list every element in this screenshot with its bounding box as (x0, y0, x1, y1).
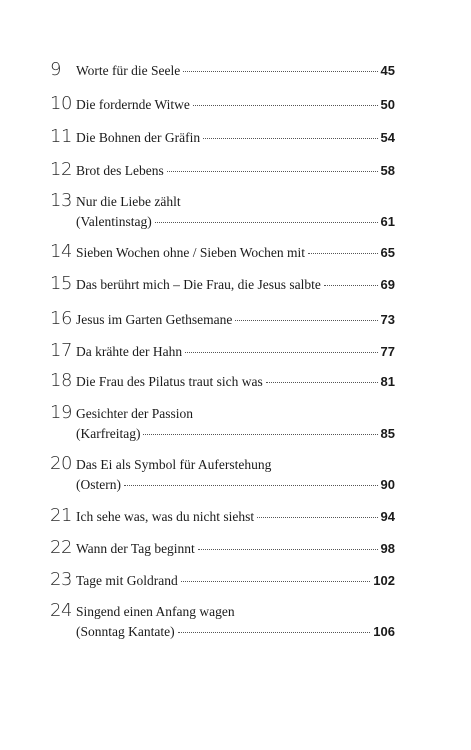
toc-line (76, 425, 395, 443)
chapter-number: 23 (50, 569, 72, 590)
toc-line (76, 62, 395, 80)
chapter-title: Jesus im Garten Gethsemane (76, 312, 233, 327)
chapter-number: 19 (50, 402, 72, 423)
dot-leader (198, 549, 378, 550)
chapter-number: 10 (50, 93, 72, 114)
toc-line (76, 244, 395, 262)
page-number: 61 (380, 214, 395, 229)
chapter-number: 14 (50, 241, 72, 262)
dot-leader (308, 253, 377, 254)
page-number: 45 (380, 63, 395, 78)
toc-line (76, 129, 395, 147)
page-number: 58 (380, 163, 395, 178)
dot-leader (193, 105, 378, 106)
toc-line (76, 213, 395, 231)
toc-line (76, 193, 395, 211)
page-number: 106 (373, 624, 395, 639)
chapter-number: 16 (50, 308, 72, 329)
page-number: 65 (380, 245, 395, 260)
toc-line (76, 603, 395, 621)
toc-entry[interactable] (50, 402, 395, 445)
chapter-title: Ich sehe was, was du nicht siehst (76, 509, 255, 524)
page-number: 69 (380, 277, 395, 292)
chapter-title: (Ostern) (76, 477, 121, 492)
chapter-title: (Sonntag Kantate) (76, 624, 175, 639)
chapter-title: Das berührt mich – Die Frau, die Jesus salbte (76, 277, 321, 292)
chapter-number: 18 (50, 370, 72, 391)
chapter-number: 20 (50, 453, 72, 474)
toc-entry[interactable] (50, 190, 395, 233)
toc-entry[interactable] (50, 453, 395, 496)
page-number: 77 (380, 344, 395, 359)
toc-line (76, 623, 395, 641)
dot-leader (183, 71, 377, 72)
toc-line (76, 572, 395, 590)
toc-line (76, 276, 395, 294)
page-number: 94 (380, 509, 395, 524)
chapter-title: (Valentinstag) (76, 214, 152, 229)
dot-leader (185, 352, 377, 353)
page-number: 54 (380, 130, 395, 145)
chapter-title: Wann der Tag beginnt (76, 541, 195, 556)
chapter-number: 21 (50, 505, 72, 526)
chapter-title: Gesichter der Passion (76, 406, 193, 421)
dot-leader (235, 320, 377, 321)
page-number: 85 (380, 426, 395, 441)
chapter-title: Brot des Lebens (76, 163, 164, 178)
chapter-title: Die Frau des Pilatus traut sich was (76, 374, 263, 389)
chapter-number: 24 (50, 600, 72, 621)
dot-leader (257, 517, 377, 518)
chapter-title: (Karfreitag) (76, 426, 141, 441)
dot-leader (203, 138, 377, 139)
dot-leader (167, 171, 378, 172)
chapter-title: Singend einen Anfang wagen (76, 604, 235, 619)
chapter-title: Worte für die Seele (76, 63, 181, 78)
page-number: 50 (380, 97, 395, 112)
chapter-number: 15 (50, 273, 72, 294)
chapter-number: 9 (50, 59, 61, 80)
toc-line (76, 508, 395, 526)
toc-entry[interactable] (50, 273, 395, 316)
toc-entry[interactable] (50, 600, 395, 643)
chapter-title: Die fordernde Witwe (76, 97, 190, 112)
chapter-number: 17 (50, 340, 72, 361)
page-number: 73 (380, 312, 395, 327)
chapter-title: Sieben Wochen ohne / Sieben Wochen mit (76, 245, 306, 260)
chapter-number: 11 (50, 126, 72, 147)
dot-leader (143, 434, 377, 435)
dot-leader (178, 632, 371, 633)
chapter-title: Nur die Liebe zählt (76, 194, 181, 209)
page-number: 98 (380, 541, 395, 556)
dot-leader (266, 382, 378, 383)
dot-leader (124, 485, 378, 486)
chapter-title: Das Ei als Symbol für Auferstehung (76, 457, 272, 472)
toc-line (76, 456, 395, 474)
page-number: 81 (380, 374, 395, 389)
toc-line (76, 373, 395, 391)
toc-line (76, 96, 395, 114)
toc-line (76, 343, 395, 361)
page-number: 102 (373, 573, 395, 588)
toc-line (76, 476, 395, 494)
chapter-title: Die Bohnen der Gräfin (76, 130, 201, 145)
dot-leader (324, 285, 378, 286)
chapter-number: 12 (50, 159, 72, 180)
page-number: 90 (380, 477, 395, 492)
dot-leader (155, 222, 378, 223)
toc-line (76, 405, 395, 423)
chapter-title: Tage mit Goldrand (76, 573, 178, 588)
chapter-number: 22 (50, 537, 72, 558)
dot-leader (181, 581, 371, 582)
toc-line (76, 162, 395, 180)
chapter-title: Da krähte der Hahn (76, 344, 183, 359)
toc-line (76, 540, 395, 558)
chapter-number: 13 (50, 190, 72, 211)
toc-line (76, 311, 395, 329)
